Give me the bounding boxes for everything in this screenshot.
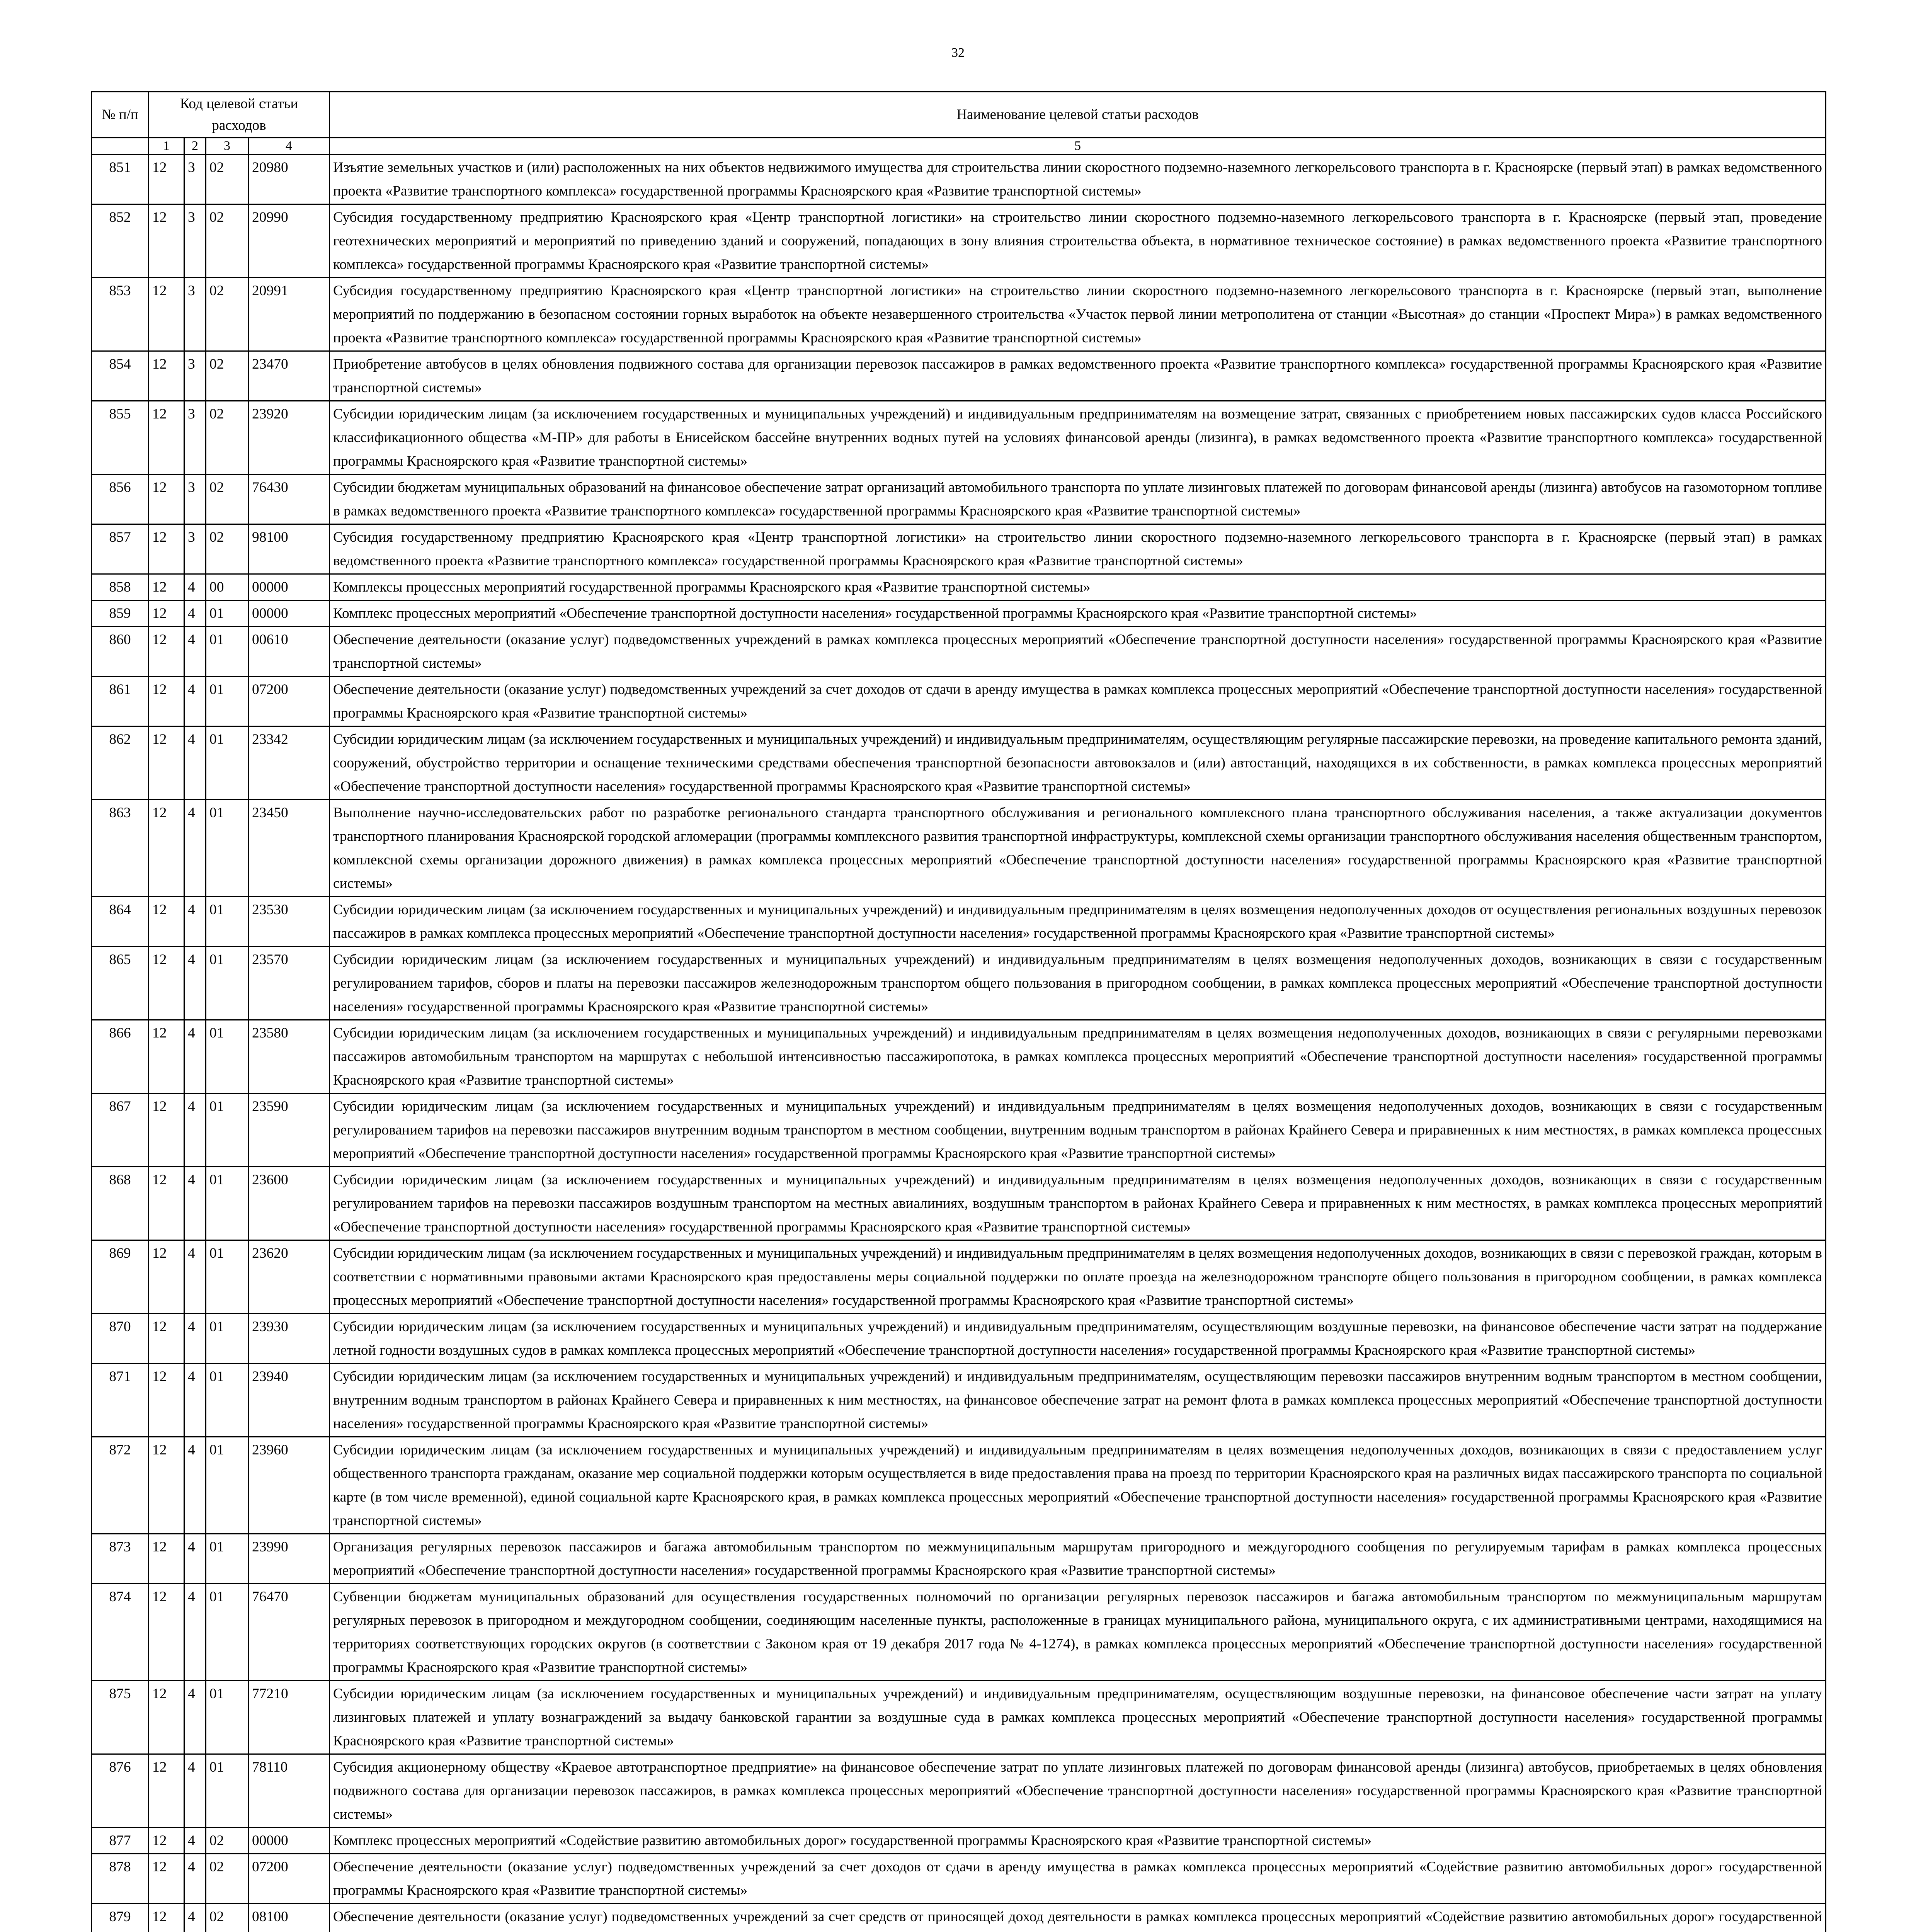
- code-program-cell: 12: [149, 677, 184, 726]
- code-activity-cell: 00: [206, 574, 248, 600]
- code-activity-cell: 01: [206, 1437, 248, 1534]
- row-number-cell: 851: [92, 155, 149, 204]
- code-program-cell: 12: [149, 1534, 184, 1584]
- item-name-cell: Субсидия государственному предприятию Красноярского края «Центр транспортной логистики» на строительство линии скоростного подземно-наземного легкорельсового транспорта в г. Красноярске (первый этап, проведение геотехнических мероприятий и мероприятий по приведению зданий и сооружений, попадающих в зону влияния строительства объекта, в нормативное техническое состояние) в рамках ведомственного проекта «Развитие транспортного комплекса» государственной программы Красноярского края «Развитие транспортной системы»: [330, 204, 1826, 278]
- column-number-blank: [92, 138, 149, 155]
- row-number-cell: 872: [92, 1437, 149, 1534]
- code-direction-cell: 23470: [248, 351, 330, 401]
- item-name-cell: Субсидии юридическим лицам (за исключением государственных и муниципальных учреждений) и индивидуальным предпринимателям, осуществляющим перевозки пассажиров внутренним водным транспортом в местном сообщении, внутренним водным транспортом в районах Крайнего Севера и приравненных к ним местностях, на финансовое обеспечение затрат на ремонт флота в рамках комплекса процессных мероприятий «Обеспечение транспортной доступности населения» государственной программы Красноярского края «Развитие транспортной системы»: [330, 1364, 1826, 1437]
- table-row: [92, 1904, 1826, 1932]
- row-number-cell: 854: [92, 351, 149, 401]
- row-number-cell: 864: [92, 897, 149, 947]
- table-row: [92, 1584, 1826, 1681]
- code-activity-cell: 01: [206, 1020, 248, 1094]
- header-code-group: Код целевой статьи расходов: [149, 92, 330, 138]
- table-row: [92, 1681, 1826, 1754]
- row-number-cell: 859: [92, 600, 149, 627]
- table-row: [92, 1364, 1826, 1437]
- code-activity-cell: 02: [206, 278, 248, 351]
- code-direction-cell: 00000: [248, 1828, 330, 1854]
- code-subprogram-cell: 3: [184, 155, 206, 204]
- code-activity-cell: 02: [206, 1854, 248, 1904]
- table-row: [92, 474, 1826, 524]
- item-name-cell: Субсидии юридическим лицам (за исключением государственных и муниципальных учреждений) и индивидуальным предпринимателям в целях возмещения недополученных доходов, возникающих в связи с регулярными перевозками пассажиров автомобильным транспортом на маршрутах с небольшой интенсивностью пассажиропотока, в рамках комплекса процессных мероприятий «Обеспечение транспортной доступности населения» государственной программы Красноярского края «Развитие транспортной системы»: [330, 1020, 1826, 1094]
- row-number-cell: 871: [92, 1364, 149, 1437]
- code-activity-cell: 02: [206, 351, 248, 401]
- code-subprogram-cell: 4: [184, 1094, 206, 1167]
- code-subprogram-cell: 3: [184, 524, 206, 574]
- item-name-cell: Организация регулярных перевозок пассажиров и багажа автомобильным транспортом по межмуниципальным маршрутам пригородного и междугородного сообщения по регулируемым тарифам в рамках комплекса процессных мероприятий «Обеспечение транспортной доступности населения» государственной программы Красноярского края «Развитие транспортной системы»: [330, 1534, 1826, 1584]
- item-name-cell: Обеспечение деятельности (оказание услуг) подведомственных учреждений в рамках комплекса процессных мероприятий «Обеспечение транспортной доступности населения» государственной программы Красноярского края «Развитие транспортной системы»: [330, 627, 1826, 677]
- row-number-cell: 861: [92, 677, 149, 726]
- code-subprogram-cell: 3: [184, 204, 206, 278]
- code-direction-cell: 76430: [248, 474, 330, 524]
- item-name-cell: Комплекс процессных мероприятий «Содействие развитию автомобильных дорог» государственной программы Красноярского края «Развитие транспортной системы»: [330, 1828, 1826, 1854]
- table-row: [92, 897, 1826, 947]
- code-program-cell: 12: [149, 474, 184, 524]
- code-program-cell: 12: [149, 1754, 184, 1828]
- code-subprogram-cell: 4: [184, 726, 206, 800]
- code-subprogram-cell: 4: [184, 1534, 206, 1584]
- table-row: [92, 401, 1826, 474]
- code-subprogram-cell: 4: [184, 947, 206, 1020]
- code-subprogram-cell: 4: [184, 1584, 206, 1681]
- page-number: 32: [951, 46, 965, 60]
- table-row: [92, 278, 1826, 351]
- code-direction-cell: 23620: [248, 1240, 330, 1314]
- code-program-cell: 12: [149, 1314, 184, 1364]
- code-direction-cell: 20990: [248, 204, 330, 278]
- table-row: [92, 1437, 1826, 1534]
- code-activity-cell: 01: [206, 1364, 248, 1437]
- code-program-cell: 12: [149, 524, 184, 574]
- code-program-cell: 12: [149, 800, 184, 897]
- code-subprogram-cell: 3: [184, 278, 206, 351]
- row-number-cell: 865: [92, 947, 149, 1020]
- table-row: [92, 1240, 1826, 1314]
- code-direction-cell: 77210: [248, 1681, 330, 1754]
- item-name-cell: Субсидия акционерному обществу «Краевое автотранспортное предприятие» на финансовое обеспечение затрат по уплате лизинговых платежей по договорам финансовой аренды (лизинга) автобусов, приобретаемых в целях обновления подвижного состава для организации перевозок пассажиров, в рамках комплекса процессных мероприятий «Обеспечение транспортной доступности населения» государственной программы Красноярского края «Развитие транспортной системы»: [330, 1754, 1826, 1828]
- row-number-cell: 878: [92, 1854, 149, 1904]
- code-subprogram-cell: 3: [184, 351, 206, 401]
- table-row: [92, 800, 1826, 897]
- column-number: 4: [248, 138, 330, 155]
- column-number: 5: [330, 138, 1826, 155]
- item-name-cell: Субсидии юридическим лицам (за исключением государственных и муниципальных учреждений) и индивидуальным предпринимателям на возмещение затрат, связанных с приобретением новых пассажирских судов класса Российского классификационного общества «М-ПР» для работы в Енисейском бассейне внутренних водных путей на условиях финансовой аренды (лизинга), в рамках ведомственного проекта «Развитие транспортного комплекса» государственной программы Красноярского края «Развитие транспортной системы»: [330, 401, 1826, 474]
- code-direction-cell: 23450: [248, 800, 330, 897]
- code-activity-cell: 01: [206, 1167, 248, 1240]
- table-row: [92, 1534, 1826, 1584]
- code-direction-cell: 00000: [248, 600, 330, 627]
- code-direction-cell: 23590: [248, 1094, 330, 1167]
- code-direction-cell: 07200: [248, 1854, 330, 1904]
- row-number-cell: 857: [92, 524, 149, 574]
- header-row-number: № п/п: [92, 92, 149, 138]
- code-program-cell: 12: [149, 1904, 184, 1932]
- code-program-cell: 12: [149, 1854, 184, 1904]
- item-name-cell: Субсидии бюджетам муниципальных образований на финансовое обеспечение затрат организаций автомобильного транспорта по уплате лизинговых платежей по договорам финансовой аренды (лизинга) автобусов на газомоторном топливе в рамках ведомственного проекта «Развитие транспортного комплекса» государственной программы Красноярского края «Развитие транспортной системы»: [330, 474, 1826, 524]
- code-program-cell: 12: [149, 627, 184, 677]
- table-row: [92, 204, 1826, 278]
- code-subprogram-cell: 4: [184, 1437, 206, 1534]
- table-row: [92, 600, 1826, 627]
- row-number-cell: 862: [92, 726, 149, 800]
- table-row: [92, 1167, 1826, 1240]
- table-column-numbers-row: [92, 138, 1826, 155]
- item-name-cell: Обеспечение деятельности (оказание услуг) подведомственных учреждений за счет средств от приносящей доход деятельности в рамках комплекса процессных мероприятий «Содействие развитию автомобильных дорог» государственной: [330, 1904, 1826, 1932]
- code-subprogram-cell: 4: [184, 1854, 206, 1904]
- row-number-cell: 853: [92, 278, 149, 351]
- code-activity-cell: 02: [206, 474, 248, 524]
- item-name-cell: Выполнение научно-исследовательских работ по разработке регионального стандарта транспортного обслуживания и регионального комплексного плана транспортного обслуживания населения, а также актуализации документов транспортного планирования Красноярской городской агломерации (программы комплексного развития транспортной инфраструктуры, комплексной схемы организации транспортного обслуживания населения общественным транспортом, комплексной схемы организации дорожного движения) в рамках комплекса процессных мероприятий «Обеспечение транспортной доступности населения» государственной программы Красноярского края «Развитие транспортной системы»: [330, 800, 1826, 897]
- code-program-cell: 12: [149, 600, 184, 627]
- item-name-cell: Субсидии юридическим лицам (за исключением государственных и муниципальных учреждений) и индивидуальным предпринимателям в целях возмещения недополученных доходов, возникающих в связи с перевозкой граждан, которым в соответствии с нормативными правовыми актами Красноярского края предоставлены меры социальной поддержки по оплате проезда на железнодорожном транспорте общего пользования в пригородном сообщении, в рамках комплекса процессных мероприятий «Обеспечение транспортной доступности населения» государственной программы Красноярского края «Развитие транспортной системы»: [330, 1240, 1826, 1314]
- item-name-cell: Изъятие земельных участков и (или) расположенных на них объектов недвижимого имущества для строительства линии скоростного подземно-наземного легкорельсового транспорта в г. Красноярске (первый этап) в рамках ведомственного проекта «Развитие транспортного комплекса» государственной программы Красноярского края «Развитие транспортной системы»: [330, 155, 1826, 204]
- code-subprogram-cell: 4: [184, 897, 206, 947]
- table-row: [92, 574, 1826, 600]
- item-name-cell: Субсидии юридическим лицам (за исключением государственных и муниципальных учреждений) и индивидуальным предпринимателям в целях возмещения недополученных доходов от осуществления региональных воздушных перевозок пассажиров в рамках комплекса процессных мероприятий «Обеспечение транспортной доступности населения» государственной программы Красноярского края «Развитие транспортной системы»: [330, 897, 1826, 947]
- code-direction-cell: 78110: [248, 1754, 330, 1828]
- code-program-cell: 12: [149, 1167, 184, 1240]
- code-subprogram-cell: 4: [184, 1904, 206, 1932]
- code-direction-cell: 23600: [248, 1167, 330, 1240]
- code-program-cell: 12: [149, 1094, 184, 1167]
- code-subprogram-cell: 4: [184, 1314, 206, 1364]
- row-number-cell: 874: [92, 1584, 149, 1681]
- item-name-cell: Комплексы процессных мероприятий государственной программы Красноярского края «Развитие транспортной системы»: [330, 574, 1826, 600]
- item-name-cell: Субсидия государственному предприятию Красноярского края «Центр транспортной логистики» на строительство линии скоростного подземно-наземного легкорельсового транспорта в г. Красноярске (первый этап) в рамках ведомственного проекта «Развитие транспортного комплекса» государственной программы Красноярского края «Развитие транспортной системы»: [330, 524, 1826, 574]
- code-subprogram-cell: 3: [184, 401, 206, 474]
- column-number: 1: [149, 138, 184, 155]
- code-program-cell: 12: [149, 947, 184, 1020]
- code-direction-cell: 20991: [248, 278, 330, 351]
- code-program-cell: 12: [149, 1020, 184, 1094]
- item-name-cell: Субвенции бюджетам муниципальных образований для осуществления государственных полномочий по организации регулярных перевозок пассажиров и багажа автомобильным транспортом по межмуниципальным маршрутам регулярных перевозок в пригородном и междугородном сообщении, соединяющим населенные пункты, расположенные в границах муниципального района, муниципального округа, с их административными центрами, находящимися на территориях соответствующих городских округов (в соответствии с Законом края от 19 декабря 2017 года № 4-1274), в рамках комплекса процессных мероприятий «Обеспечение транспортной доступности населения» государственной программы Красноярского края «Развитие транспортной системы»: [330, 1584, 1826, 1681]
- item-name-cell: Обеспечение деятельности (оказание услуг) подведомственных учреждений за счет доходов от сдачи в аренду имущества в рамках комплекса процессных мероприятий «Содействие развитию автомобильных дорог» государственной программы Красноярского края «Развитие транспортной системы»: [330, 1854, 1826, 1904]
- column-number: 2: [184, 138, 206, 155]
- row-number-cell: 856: [92, 474, 149, 524]
- code-activity-cell: 02: [206, 1828, 248, 1854]
- code-activity-cell: 01: [206, 1754, 248, 1828]
- table-header-row: [92, 92, 1826, 138]
- row-number-cell: 860: [92, 627, 149, 677]
- row-number-cell: 870: [92, 1314, 149, 1364]
- code-activity-cell: 01: [206, 1534, 248, 1584]
- code-subprogram-cell: 4: [184, 1020, 206, 1094]
- code-activity-cell: 01: [206, 726, 248, 800]
- table-row: [92, 677, 1826, 726]
- item-name-cell: Обеспечение деятельности (оказание услуг) подведомственных учреждений за счет доходов от сдачи в аренду имущества в рамках комплекса процессных мероприятий «Обеспечение транспортной доступности населения» государственной программы Красноярского края «Развитие транспортной системы»: [330, 677, 1826, 726]
- code-direction-cell: 23342: [248, 726, 330, 800]
- code-activity-cell: 02: [206, 1904, 248, 1932]
- code-direction-cell: 76470: [248, 1584, 330, 1681]
- row-number-cell: 867: [92, 1094, 149, 1167]
- item-name-cell: Комплекс процессных мероприятий «Обеспечение транспортной доступности населения» государственной программы Красноярского края «Развитие транспортной системы»: [330, 600, 1826, 627]
- code-activity-cell: 01: [206, 800, 248, 897]
- row-number-cell: 873: [92, 1534, 149, 1584]
- code-activity-cell: 02: [206, 204, 248, 278]
- row-number-cell: 863: [92, 800, 149, 897]
- code-activity-cell: 02: [206, 524, 248, 574]
- row-number-cell: 868: [92, 1167, 149, 1240]
- code-program-cell: 12: [149, 1681, 184, 1754]
- code-subprogram-cell: 4: [184, 1828, 206, 1854]
- code-direction-cell: 08100: [248, 1904, 330, 1932]
- item-name-cell: Субсидии юридическим лицам (за исключением государственных и муниципальных учреждений) и индивидуальным предпринимателям, осуществляющим регулярные пассажирские перевозки, на проведение капитального ремонта зданий, сооружений, обустройство территории и оснащение техническими средствами обеспечения транспортной безопасности автовокзалов и (или) автостанций, находящихся в их собственности, в рамках комплекса процессных мероприятий «Обеспечение транспортной доступности населения» государственной программы Красноярского края «Развитие транспортной системы»: [330, 726, 1826, 800]
- code-direction-cell: 07200: [248, 677, 330, 726]
- code-subprogram-cell: 4: [184, 1240, 206, 1314]
- code-direction-cell: 00610: [248, 627, 330, 677]
- code-subprogram-cell: 4: [184, 600, 206, 627]
- code-direction-cell: 23580: [248, 1020, 330, 1094]
- table-row: [92, 1314, 1826, 1364]
- code-subprogram-cell: 4: [184, 1364, 206, 1437]
- table-row: [92, 726, 1826, 800]
- code-program-cell: 12: [149, 1584, 184, 1681]
- code-program-cell: 12: [149, 1364, 184, 1437]
- table-row: [92, 1828, 1826, 1854]
- code-program-cell: 12: [149, 278, 184, 351]
- budget-items-table: [91, 91, 1826, 1932]
- code-activity-cell: 01: [206, 1584, 248, 1681]
- code-subprogram-cell: 3: [184, 474, 206, 524]
- code-activity-cell: 02: [206, 401, 248, 474]
- code-program-cell: 12: [149, 155, 184, 204]
- table-row: [92, 351, 1826, 401]
- code-activity-cell: 01: [206, 1314, 248, 1364]
- code-program-cell: 12: [149, 401, 184, 474]
- code-direction-cell: 23960: [248, 1437, 330, 1534]
- item-name-cell: Субсидии юридическим лицам (за исключением государственных и муниципальных учреждений) и индивидуальным предпринимателям в целях возмещения недополученных доходов, возникающих в связи с государственным регулированием тарифов, сборов и платы на перевозки пассажиров железнодорожным транспортом общего пользования в пригородном сообщении, в рамках комплекса процессных мероприятий «Обеспечение транспортной доступности населения» государственной программы Красноярского края «Развитие транспортной системы»: [330, 947, 1826, 1020]
- table-row: [92, 627, 1826, 677]
- code-direction-cell: 20980: [248, 155, 330, 204]
- item-name-cell: Субсидии юридическим лицам (за исключением государственных и муниципальных учреждений) и индивидуальным предпринимателям, осуществляющим воздушные перевозки, на финансовое обеспечение части затрат на уплату лизинговых платежей и уплату вознаграждений за выдачу банковской гарантии за воздушные суда в рамках комплекса процессных мероприятий «Обеспечение транспортной доступности населения» государственной программы Красноярского края «Развитие транспортной системы»: [330, 1681, 1826, 1754]
- code-subprogram-cell: 4: [184, 1681, 206, 1754]
- code-activity-cell: 01: [206, 627, 248, 677]
- code-direction-cell: 23940: [248, 1364, 330, 1437]
- code-program-cell: 12: [149, 1240, 184, 1314]
- code-subprogram-cell: 4: [184, 677, 206, 726]
- table-row: [92, 1094, 1826, 1167]
- row-number-cell: 855: [92, 401, 149, 474]
- table-row: [92, 155, 1826, 204]
- code-activity-cell: 01: [206, 947, 248, 1020]
- code-activity-cell: 01: [206, 1240, 248, 1314]
- row-number-cell: 858: [92, 574, 149, 600]
- code-direction-cell: 00000: [248, 574, 330, 600]
- table-row: [92, 1854, 1826, 1904]
- row-number-cell: 879: [92, 1904, 149, 1932]
- item-name-cell: Субсидии юридическим лицам (за исключением государственных и муниципальных учреждений) и индивидуальным предпринимателям, осуществляющим воздушные перевозки, на финансовое обеспечение части затрат на поддержание летной годности воздушных судов в рамках комплекса процессных мероприятий «Обеспечение транспортной доступности населения» государственной программы Красноярского края «Развитие транспортной системы»: [330, 1314, 1826, 1364]
- code-direction-cell: 23920: [248, 401, 330, 474]
- item-name-cell: Субсидии юридическим лицам (за исключением государственных и муниципальных учреждений) и индивидуальным предпринимателям в целях возмещения недополученных доходов, возникающих в связи с государственным регулированием тарифов на перевозки пассажиров воздушным транспортом на местных авиалиниях, воздушным транспортом в районах Крайнего Севера и приравненных к ним местностях, в рамках комплекса процессных мероприятий «Обеспечение транспортной доступности населения» государственной программы Красноярского края «Развитие транспортной системы»: [330, 1167, 1826, 1240]
- code-direction-cell: 23530: [248, 897, 330, 947]
- code-subprogram-cell: 4: [184, 574, 206, 600]
- code-direction-cell: 23930: [248, 1314, 330, 1364]
- code-activity-cell: 01: [206, 1681, 248, 1754]
- table-row: [92, 1020, 1826, 1094]
- code-program-cell: 12: [149, 1437, 184, 1534]
- item-name-cell: Субсидии юридическим лицам (за исключением государственных и муниципальных учреждений) и индивидуальным предпринимателям в целях возмещения недополученных доходов, возникающих в связи с предоставлением услуг общественного транспорта гражданам, оказание мер социальной поддержки которым осуществляется в виде предоставления права на проезд по территории Красноярского края на различных видах пассажирского транспорта по социальной карте (в том числе временной), единой социальной карте Красноярского края, в рамках комплекса процессных мероприятий «Обеспечение транспортной доступности населения» государственной программы Красноярского края «Развитие транспортной системы»: [330, 1437, 1826, 1534]
- row-number-cell: 877: [92, 1828, 149, 1854]
- table-row: [92, 1754, 1826, 1828]
- code-program-cell: 12: [149, 204, 184, 278]
- code-program-cell: 12: [149, 1828, 184, 1854]
- code-direction-cell: 98100: [248, 524, 330, 574]
- code-activity-cell: 01: [206, 1094, 248, 1167]
- code-subprogram-cell: 4: [184, 627, 206, 677]
- table-row: [92, 524, 1826, 574]
- row-number-cell: 875: [92, 1681, 149, 1754]
- code-program-cell: 12: [149, 726, 184, 800]
- column-number: 3: [206, 138, 248, 155]
- code-activity-cell: 01: [206, 897, 248, 947]
- code-program-cell: 12: [149, 351, 184, 401]
- code-direction-cell: 23990: [248, 1534, 330, 1584]
- header-item-name: Наименование целевой статьи расходов: [330, 92, 1826, 138]
- code-activity-cell: 01: [206, 677, 248, 726]
- code-subprogram-cell: 4: [184, 800, 206, 897]
- row-number-cell: 866: [92, 1020, 149, 1094]
- table-row: [92, 947, 1826, 1020]
- code-activity-cell: 01: [206, 600, 248, 627]
- row-number-cell: 876: [92, 1754, 149, 1828]
- table-body: [92, 155, 1826, 1932]
- item-name-cell: Субсидия государственному предприятию Красноярского края «Центр транспортной логистики» на строительство линии скоростного подземно-наземного легкорельсового транспорта в г. Красноярске (первый этап, выполнение мероприятий по поддержанию в безопасном состоянии горных выработок на объекте незавершенного строительства «Участок первой линии метрополитена от станции «Высотная» до станции «Проспект Мира») в рамках ведомственного проекта «Развитие транспортного комплекса» государственной программы Красноярского края «Развитие транспортной системы»: [330, 278, 1826, 351]
- code-program-cell: 12: [149, 897, 184, 947]
- code-direction-cell: 23570: [248, 947, 330, 1020]
- code-subprogram-cell: 4: [184, 1167, 206, 1240]
- code-program-cell: 12: [149, 574, 184, 600]
- code-activity-cell: 02: [206, 155, 248, 204]
- code-subprogram-cell: 4: [184, 1754, 206, 1828]
- row-number-cell: 869: [92, 1240, 149, 1314]
- item-name-cell: Приобретение автобусов в целях обновления подвижного состава для организации перевозок пассажиров в рамках ведомственного проекта «Развитие транспортного комплекса» государственной программы Красноярского края «Развитие транспортной системы»: [330, 351, 1826, 401]
- row-number-cell: 852: [92, 204, 149, 278]
- item-name-cell: Субсидии юридическим лицам (за исключением государственных и муниципальных учреждений) и индивидуальным предпринимателям в целях возмещения недополученных доходов, возникающих в связи с государственным регулированием тарифов на перевозки пассажиров внутренним водным транспортом в местном сообщении, внутренним водным транспортом в районах Крайнего Севера и приравненных к ним местностях, в рамках комплекса процессных мероприятий «Обеспечение транспортной доступности населения» государственной программы Красноярского края «Развитие транспортной системы»: [330, 1094, 1826, 1167]
